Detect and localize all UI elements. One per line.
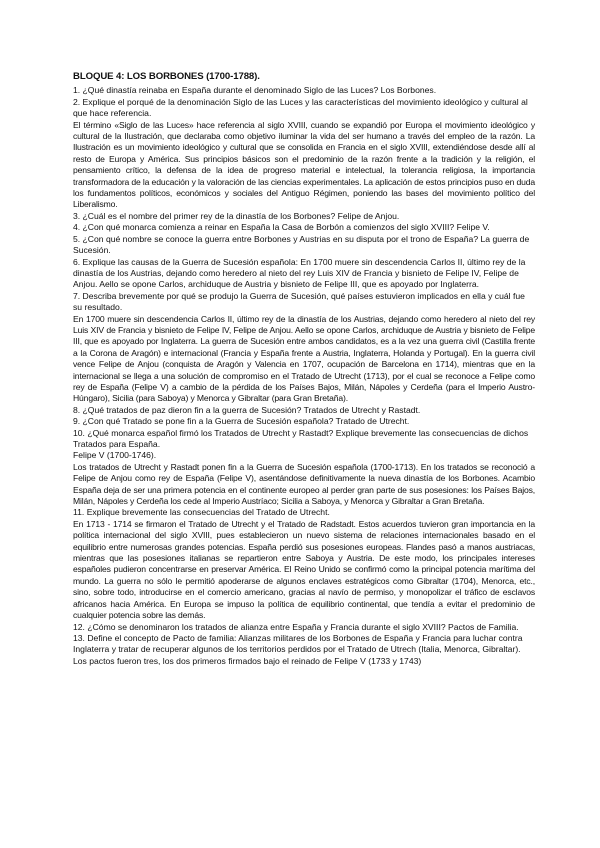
question-3: 3. ¿Cuál es el nombre del primer rey de la dinastía de los Borbones? Felipe de Anjou. (73, 210, 400, 221)
question-5: 5. ¿Con qué nombre se conoce la guerra entre Borbones y Austrias en su disputa por el trono de España? La guerra de Sucesión. (73, 233, 530, 256)
question-10: 10. ¿Qué monarca español firmó los Tratados de Utrecht y Rastadt? Explique brevemente las consecuencias de dichos Tratados para España. (73, 427, 529, 449)
document-title: BLOQUE 4: LOS BORBONES (1700-1788). (73, 71, 260, 82)
answer-11: En 1713 - 1714 se firmaron el Tratado de Utrecht y el Tratado de Radstadt. Estos acuerdos tuvieron gran importancia en la política internacional del siglo XVIII, pues establecieron un nuevo sistema de relaciones internacionales basado en el equilibrio entre numerosas grandes potencias. España perdió sus posesiones europeas. Flandes pasó a manos austriacas, mientras que las posesiones italianas se repartieron entre Saboya y Austria. De este modo, los principales intereses españoles pudieron concentrarse en preservar América. El Reino Unido se confirmó como la principal potencia marítima del mundo. La guerra no sólo le permitió apoderarse de algunos enclaves estratégicos como Gibraltar (1704), Menorca, etc., sino, sobre todo, introducirse en el comercio americano, gracias al navío de permiso, y monopolizar el tráfico de esclavos africanos hacia América. En Europa se impuso la política de equilibrio continental, que tendía a evitar el predominio de cualquier potencia sobre las demás. (73, 518, 535, 621)
answer-10: Los tratados de Utrecht y Rastadt ponen fin a la Guerra de Sucesión española (1700-1713). En los tratados se reconoció a Felipe de Anjou como rey de España (Felipe V), asentándose definitivamente la nueva dinastía de los Borbones. Acambio España deja de ser una primera potencia en el continente europeo al perder gran parte de sus posesiones: los Países Bajos, Milán, Nápoles y Cerdeña los cede al Imperio Austríaco; Sicilia a Saboya, y Menorca y Gibraltar a Gran Bretaña. (73, 461, 535, 507)
question-1: 1. ¿Qué dinastía reinaba en España durante el denominado Siglo de las Luces? Los Borbones. (73, 85, 437, 96)
question-13: 13. Define el concepto de Pacto de familia: Alianzas militares de los Borbones de España y Francia para luchar contra Inglaterra y tratar de recuperar algunos de los territorios perdidos por el Tratado de Utrech (Italia, Menorca, Gibraltar). Los pactos fueron tres, los dos primeros firmados bajo el reinado de Felipe V (1733 y 1743) (73, 632, 523, 666)
question-12: 12. ¿Cómo se denominaron los tratados de alianza entre España y Francia durante el siglo XVIII? Pactos de Familia. (73, 621, 519, 632)
answer-7: En 1700 muere sin descendencia Carlos II, último rey de la dinastía de los Austrias, dejando como heredero al nieto del rey Luis XIV de Francia y bisnieto de Felipe IV, Felipe de Anjou. Aello se opone Carlos, archiduque de Austria y bisnieto de Felipe III, que es apoyado por Inglaterra. La guerra de Sucesión entre ambos candidatos, es a la vez una guerra civil (Castilla frente a la Corona de Aragón) e internacional (Francia y España frente a Austria, Inglaterra, Holanda y Portugal). En la guerra civil vence Felipe de Anjou (conquista de Aragón y Valencia en 1707, ocupación de Barcelona en 1714), mientras que en la internacional se llega a una solución de compromiso en el Tratado de Utrecht (1713), por el cual se reconoce a Felipe como rey de España (Felipe V) a cambio de la pérdida de los Países Bajos, Milán, Nápoles y Cerdeña (para el Imperio Austro-Húngaro), Sicilia (para Saboya) y Menorca y Gibraltar (para Gran Bretaña). (73, 313, 535, 404)
question-6: 6. Explique las causas de la Guerra de Sucesión española: En 1700 muere sin descendencia Carlos II, último rey de la dinastía de los Austrias, dejando como heredero al nieto del rey Luis XIV de Francia y bisnieto de Felipe IV, Felipe de Anjou. Aello se opone Carlos, archiduque de Austria y bisnieto de Felipe III, que es apoyado por Inglaterra. (73, 256, 526, 290)
question-8: 8. ¿Qué tratados de paz dieron fin a la guerra de Sucesión? Tratados de Utrecht y Rastadt. (73, 404, 421, 415)
answer-2: El término «Siglo de las Luces» hace referencia al siglo XVIII, cuando se expandió por Europa el movimiento ideológico y cultural de la Ilustración, que declaraba como objetivo iluminar la vida del ser humano a través del empleo de la razón. La Ilustración es un movimiento ideológico y cultural que se consolida en Francia en el siglo XVIII, extendiéndose desde allí al resto de Europa y América. Sus principios básicos son el predominio de la razón frente a la tradición y la religión, el pensamiento crítico, la defensa de la idea de progreso material e intelectual, la tolerancia religiosa, la importancia transformadora de la educación y la valoración de las ciencias experimentales. La aplicación de estos principios puso en duda los fundamentos políticos, económicos y sociales del Antiguo Régimen, poniendo las bases del movimiento político del Liberalismo. (73, 119, 535, 210)
document-page (73, 71, 535, 667)
question-9: 9. ¿Con qué Tratado se pone fin a la Guerra de Sucesión española? Tratado de Utrecht. (73, 416, 410, 427)
question-7: 7. Describa brevemente por qué se produjo la Guerra de Sucesión, qué países estuvieron implicados en ella y cuál fue su resultado. (73, 290, 525, 313)
question-2: 2. Explique el porqué de la denominación Siglo de las Luces y las características del movimiento ideológico y cultural al que hace referencia. (73, 96, 528, 119)
question-11: 11. Explique brevemente las consecuencias del Tratado de Utrecht. (73, 507, 330, 518)
question-4: 4. ¿Con qué monarca comienza a reinar en España la Casa de Borbón a comienzos del siglo XVIII? Felipe V. (73, 222, 490, 233)
answer-10-heading: Felipe V (1700-1746). (73, 450, 157, 461)
